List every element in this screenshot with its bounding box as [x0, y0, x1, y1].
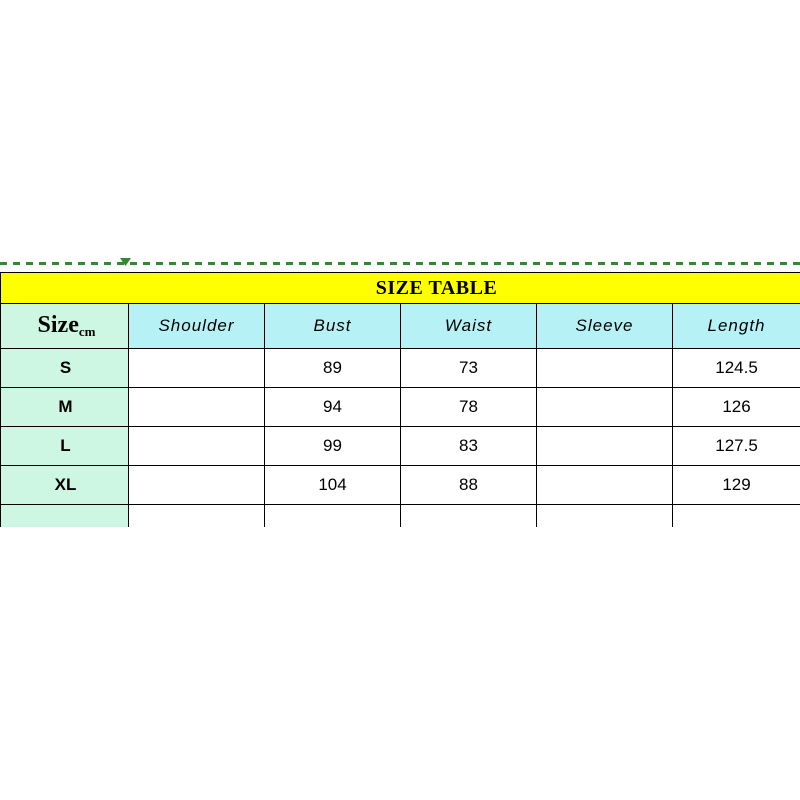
cell-clipped	[265, 505, 401, 528]
row-size-label-clipped	[1, 505, 129, 528]
size-table	[0, 272, 800, 527]
cell-clipped	[537, 505, 673, 528]
table-row	[1, 388, 800, 427]
column-header-bust: Bust	[265, 304, 401, 349]
cell-sleeve	[537, 427, 673, 466]
column-header-waist: Waist	[401, 304, 537, 349]
table-header-row	[1, 304, 800, 349]
column-header-size-label: Size	[37, 312, 79, 338]
table-row	[1, 466, 800, 505]
cell-waist: 73	[401, 349, 537, 388]
unit-label: cm	[78, 324, 96, 339]
cell-bust: 99	[265, 427, 401, 466]
page-title: SIZE TABLE	[375, 276, 498, 299]
cell-waist: 78	[401, 388, 537, 427]
table-row-clipped	[1, 505, 800, 528]
cell-sleeve	[537, 349, 673, 388]
cell-bust: 104	[265, 466, 401, 505]
row-size-text: M	[58, 397, 73, 416]
cell-waist: 83	[401, 427, 537, 466]
table-title-cell	[1, 273, 800, 304]
row-size-label	[1, 388, 129, 427]
cell-length: 127.5	[673, 427, 800, 466]
cell-sleeve	[537, 388, 673, 427]
cell-shoulder	[129, 349, 265, 388]
column-header-sleeve: Sleeve	[537, 304, 673, 349]
row-size-label	[1, 427, 129, 466]
cell-waist: 88	[401, 466, 537, 505]
cell-shoulder	[129, 466, 265, 505]
cell-bust: 94	[265, 388, 401, 427]
cell-shoulder	[129, 388, 265, 427]
size-table-container	[0, 272, 800, 527]
cell-clipped	[129, 505, 265, 528]
cell-shoulder	[129, 427, 265, 466]
cell-sleeve	[537, 466, 673, 505]
row-size-label	[1, 349, 129, 388]
cell-length: 129	[673, 466, 800, 505]
table-row	[1, 427, 800, 466]
cell-clipped	[401, 505, 537, 528]
column-header-length: Length	[673, 304, 800, 349]
column-header-size	[1, 304, 129, 349]
table-title-row	[1, 273, 800, 304]
row-size-text: S	[59, 358, 72, 377]
column-header-shoulder: Shoulder	[129, 304, 265, 349]
row-size-label	[1, 466, 129, 505]
cell-length: 126	[673, 388, 800, 427]
cell-bust: 89	[265, 349, 401, 388]
cell-length: 124.5	[673, 349, 800, 388]
cell-clipped	[673, 505, 800, 528]
dashed-divider	[0, 262, 800, 265]
row-size-text: XL	[54, 475, 77, 494]
row-size-text: L	[60, 436, 71, 455]
table-row	[1, 349, 800, 388]
